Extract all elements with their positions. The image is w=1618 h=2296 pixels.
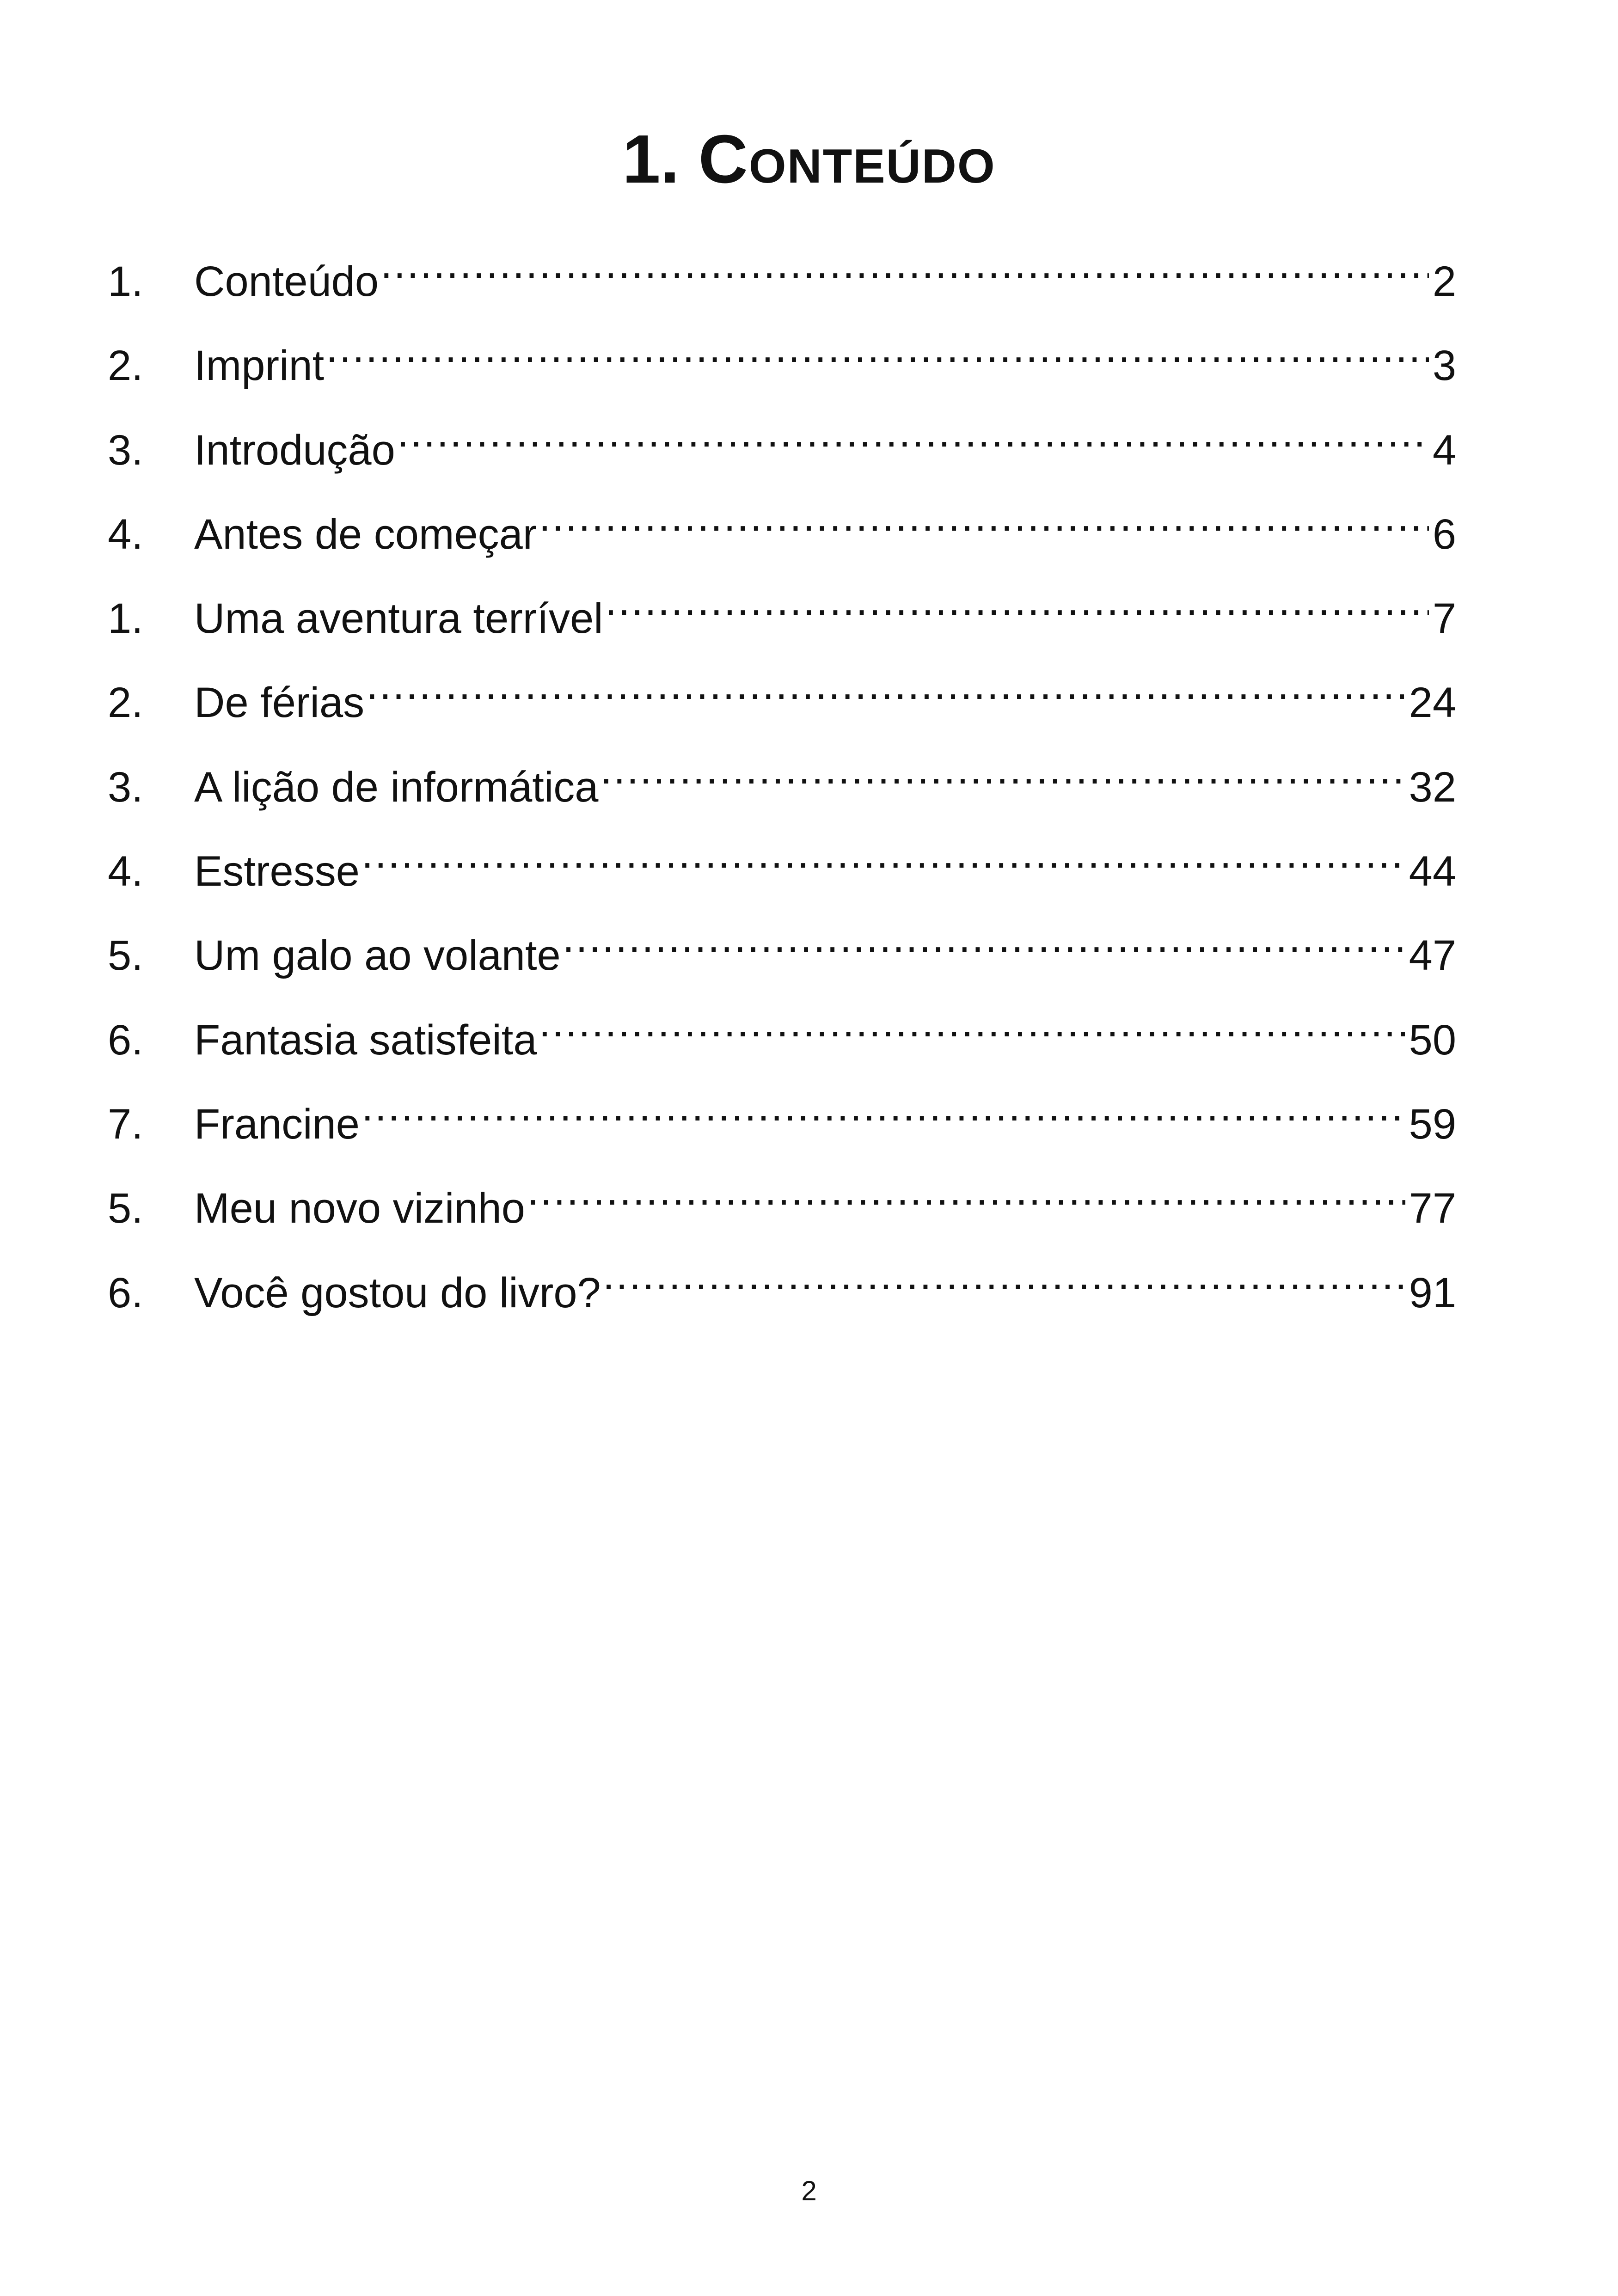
toc-entry-page: 3 (1432, 342, 1456, 390)
toc-entry-number: 4. (108, 848, 143, 895)
toc-entry-label: Introdução (194, 426, 395, 474)
toc-entry-page: 32 (1409, 763, 1456, 811)
toc-entry[interactable] (108, 1158, 1456, 1242)
toc-entry[interactable] (108, 652, 1456, 736)
toc-entry-page: 44 (1409, 848, 1456, 895)
toc-dot-leader (326, 315, 1429, 380)
toc-dot-leader (397, 400, 1429, 465)
toc-entry-number: 3. (108, 763, 143, 811)
toc-entry[interactable] (108, 484, 1456, 568)
toc-entry-label: Imprint (194, 342, 325, 390)
toc-dot-leader (527, 1158, 1405, 1223)
page-title (0, 116, 1618, 203)
toc-entry[interactable] (108, 905, 1456, 989)
toc-entry[interactable] (108, 990, 1456, 1074)
toc-entry-label: Estresse (194, 848, 360, 895)
toc-entry-label: De férias (194, 679, 365, 727)
toc-entry-number: 4. (108, 510, 143, 558)
toc-dot-leader (563, 905, 1405, 970)
toc-entry-label: Francine (194, 1100, 360, 1148)
toc-entry-number: 7. (108, 1100, 143, 1148)
table-of-contents (108, 231, 1456, 1327)
toc-dot-leader (605, 568, 1429, 633)
toc-entry-page: 77 (1409, 1185, 1456, 1232)
toc-entry[interactable] (108, 400, 1456, 484)
toc-entry-page: 7 (1432, 595, 1456, 643)
toc-entry-label: A lição de informática (194, 763, 599, 811)
toc-entry-label: Conteúdo (194, 258, 379, 305)
toc-entry[interactable] (108, 1074, 1456, 1158)
toc-entry-number: 5. (108, 1185, 143, 1232)
toc-entry[interactable] (108, 737, 1456, 821)
toc-entry-number: 2. (108, 342, 143, 390)
toc-dot-leader (600, 737, 1405, 802)
toc-entry[interactable] (108, 315, 1456, 399)
toc-entry-number: 6. (108, 1016, 143, 1064)
toc-entry-page: 2 (1432, 258, 1456, 305)
toc-entry-label: Fantasia satisfeita (194, 1016, 537, 1064)
toc-entry-number: 6. (108, 1269, 143, 1316)
toc-entry-page: 24 (1409, 679, 1456, 727)
toc-entry-label: Meu novo vizinho (194, 1185, 525, 1232)
toc-dot-leader (539, 484, 1428, 549)
toc-dot-leader (362, 821, 1405, 886)
toc-entry[interactable] (108, 821, 1456, 905)
toc-entry-label: Antes de começar (194, 510, 537, 558)
toc-entry-number: 2. (108, 679, 143, 727)
page-number: 2 (801, 2175, 817, 2206)
toc-entry-page: 91 (1409, 1269, 1456, 1316)
toc-entry[interactable] (108, 568, 1456, 652)
toc-dot-leader (539, 990, 1405, 1054)
toc-entry-number: 3. (108, 426, 143, 474)
toc-entry-label: Um galo ao volante (194, 932, 561, 980)
toc-entry-number: 5. (108, 932, 143, 980)
page-title-text: Conteúdo (698, 121, 996, 197)
page-title-number: 1. (622, 121, 680, 197)
toc-entry-number: 1. (108, 595, 143, 643)
toc-entry[interactable] (108, 231, 1456, 315)
toc-entry-page: 59 (1409, 1100, 1456, 1148)
toc-entry-label: Uma aventura terrível (194, 595, 603, 643)
toc-dot-leader (380, 231, 1429, 296)
toc-dot-leader (603, 1243, 1405, 1307)
toc-entry-page: 50 (1409, 1016, 1456, 1064)
toc-entry-page: 4 (1432, 426, 1456, 474)
toc-entry[interactable] (108, 1243, 1456, 1327)
toc-entry-page: 6 (1432, 510, 1456, 558)
toc-dot-leader (362, 1074, 1405, 1139)
toc-entry-number: 1. (108, 258, 143, 305)
toc-dot-leader (366, 652, 1405, 717)
toc-entry-page: 47 (1409, 932, 1456, 980)
toc-entry-label: Você gostou do livro? (194, 1269, 601, 1316)
